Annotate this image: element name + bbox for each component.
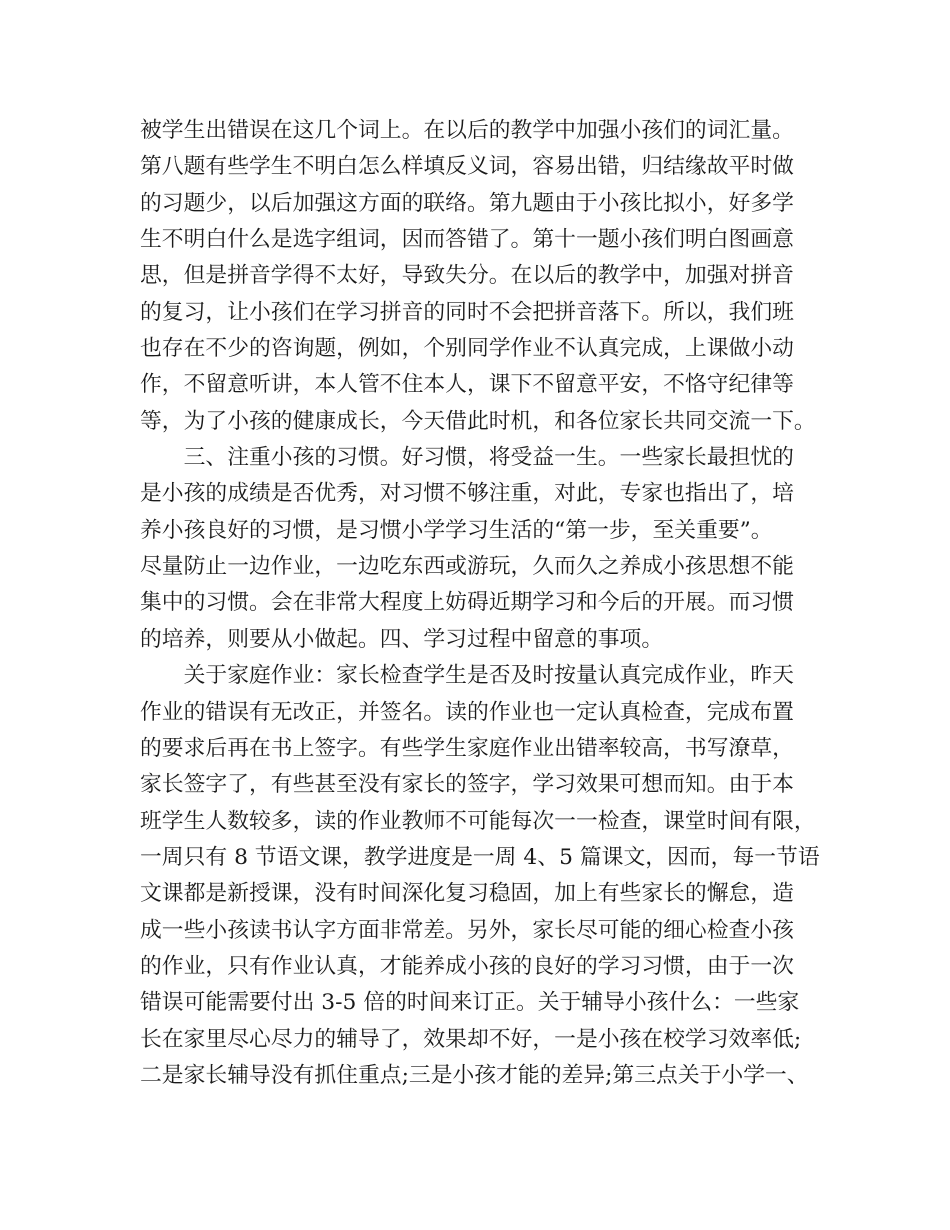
text-line: 养小孩良好的习惯，是习惯小学学习生活的“第一步，至关重要”。: [140, 517, 773, 543]
text-line: 关于家庭作业：家长检查学生是否及时按量认真完成作业，昨天: [140, 663, 794, 689]
text-line: 二是家长辅导没有抓住重点;三是小孩才能的差异;第三点关于小学一、: [140, 1062, 809, 1088]
text-line: 班学生人数较多，读的作业教师不可能每次一一检查，课堂时间有限，: [140, 808, 816, 834]
text-line: 三、注重小孩的习惯。好习惯，将受益一生。一些家长最担忧的: [140, 445, 794, 471]
text-line: 是小孩的成绩是否优秀，对习惯不够注重，对此，专家也指出了，培: [140, 481, 794, 507]
text-line: 的复习，让小孩们在学习拼音的同时不会把拼音落下。所以，我们班: [140, 299, 794, 325]
text-line: 作业的错误有无改正，并签名。读的作业也一定认真检查，完成布置: [140, 699, 794, 725]
text-line: 也存在不少的咨询题，例如，个别同学作业不认真完成，上课做小动: [140, 336, 794, 362]
text-line: 作，不留意听讲，本人管不住本人，课下不留意平安，不恪守纪律等: [140, 372, 794, 398]
text-line: 一周只有 8 节语文课，教学进度是一周 4、5 篇课文，因而，每一节语: [140, 844, 820, 870]
text-line: 成一些小孩读书认字方面非常差。另外，家长尽可能的细心检查小孩: [140, 917, 794, 943]
document-page: [140, 113, 830, 1094]
text-line: 家长签字了，有些甚至没有家长的签字，学习效果可想而知。由于本: [140, 772, 794, 798]
text-line: 长在家里尽心尽力的辅导了，效果却不好，一是小孩在校学习效率低;: [140, 1026, 802, 1052]
text-line: 第八题有些学生不明白怎么样填反义词，容易出错，归结缘故平时做: [140, 154, 794, 180]
text-line: 的要求后再在书上签字。有些学生家庭作业出错率较高，书写潦草，: [140, 735, 794, 761]
text-line: 被学生出错误在这几个词上。在以后的教学中加强小孩们的词汇量。: [140, 118, 794, 143]
text-line: 尽量防止一边作业，一边吃东西或游玩，久而久之养成小孩思想不能: [140, 554, 794, 580]
text-line: 文课都是新授课，没有时间深化复习稳固，加上有些家长的懈怠，造: [140, 881, 794, 907]
text-line: 的培养，则要从小做起。四、学习过程中留意的事项。: [140, 626, 664, 652]
text-line: 思，但是拼音学得不太好，导致失分。在以后的教学中，加强对拼音: [140, 263, 794, 289]
text-line: 等，为了小孩的健康成长，今天借此时机，和各位家长共同交流一下。: [140, 408, 816, 434]
text-line: 集中的习惯。会在非常大程度上妨碍近期学习和今后的开展。而习惯: [140, 590, 794, 616]
text-line: 的作业，只有作业认真，才能养成小孩的良好的学习习惯，由于一次: [140, 953, 794, 979]
text-line: 错误可能需要付出 3-5 倍的时间来订正。关于辅导小孩什么：一些家: [140, 990, 800, 1016]
text-line: 的习题少，以后加强这方面的联络。第九题由于小孩比拟小，好多学: [140, 190, 794, 216]
text-line: 生不明白什么是选字组词，因而答错了。第十一题小孩们明白图画意: [140, 227, 794, 253]
